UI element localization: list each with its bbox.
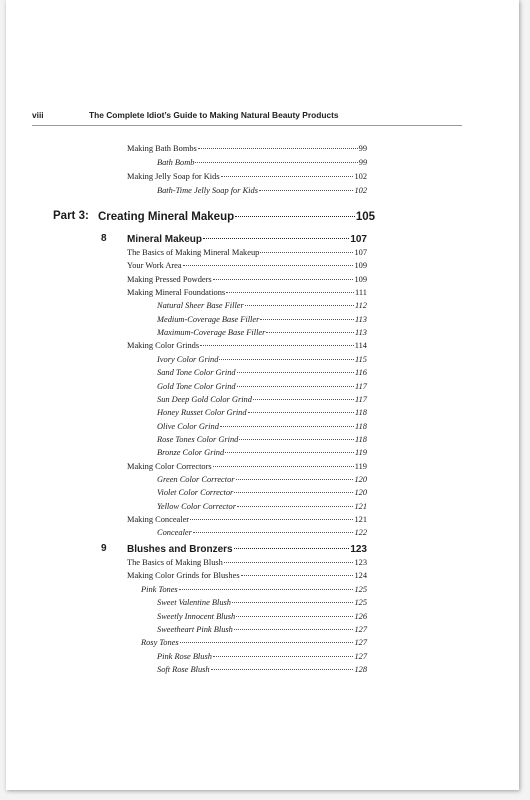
leader-dots (225, 452, 354, 453)
leader-dots (236, 479, 354, 480)
leader-dots (224, 562, 354, 563)
leader-dots (213, 279, 354, 280)
part-title-entry: Creating Mineral Makeup 105 (98, 211, 375, 223)
leader-dots (245, 305, 354, 306)
leader-dots (180, 642, 354, 643)
toc-entry: Sun Deep Gold Color Grind 117 (157, 394, 367, 404)
toc-entry: Making Color Correctors 119 (127, 461, 367, 471)
toc-entry: Your Work Area 109 (127, 261, 367, 271)
toc-entry: Gold Tone Color Grind 117 (157, 381, 367, 391)
toc-entry: Making Color Grinds 114 (127, 341, 367, 351)
toc-entry: Bath Bomb 99 (157, 158, 367, 167)
leader-dots (241, 575, 354, 576)
toc-entry: Concealer 122 (157, 528, 367, 538)
toc-entry: Green Color Corrector 120 (157, 474, 367, 484)
chapter-number: 9 (101, 543, 107, 554)
leader-dots (234, 492, 353, 493)
leader-dots (183, 265, 354, 266)
leader-dots (190, 519, 353, 520)
header-rule (32, 125, 462, 126)
toc-entry: Making Mineral Foundations 111 (127, 288, 367, 298)
toc-entry: Maximum-Coverage Base Filler 113 (157, 328, 367, 338)
leader-dots (236, 616, 353, 617)
leader-dots (226, 292, 354, 293)
page-number: viii (32, 110, 44, 120)
toc-entry: Bath-Time Jelly Soap for Kids 102 (157, 186, 367, 195)
toc-entry: Bronze Color Grind 119 (157, 448, 367, 458)
book-title: The Complete Idiot’s Guide to Making Natural Beauty Products (89, 110, 339, 120)
leader-dots (234, 629, 354, 630)
leader-dots (193, 532, 354, 533)
toc-entry: Natural Sheer Base Filler 112 (157, 301, 367, 311)
leader-dots (266, 332, 354, 333)
toc-entry: Medium-Coverage Base Filler 113 (157, 314, 367, 324)
toc-entry: The Basics of Making Blush 123 (127, 558, 367, 567)
toc-entry: Pink Rose Blush 127 (157, 651, 367, 661)
toc-entry: Ivory Color Grind 115 (157, 354, 367, 364)
toc-entry: Sweet Valentine Blush 125 (157, 598, 367, 608)
toc-entry: Making Color Grinds for Blushes 124 (127, 571, 367, 581)
toc-entry: Sand Tone Color Grind 116 (157, 368, 367, 378)
leader-dots (220, 426, 354, 427)
leader-dots (237, 506, 353, 507)
toc-entry: Yellow Color Corrector 121 (157, 501, 367, 511)
toc-entry: Rosy Tones 127 (141, 638, 367, 648)
toc-entry: Sweetly Innocent Blush 126 (157, 611, 367, 621)
leader-dots (219, 359, 354, 360)
toc-entry: Making Bath Bombs 99 (127, 144, 367, 153)
leader-dots (239, 439, 354, 440)
leader-dots (232, 602, 353, 603)
leader-dots (260, 319, 354, 320)
leader-dots (253, 399, 354, 400)
part-label: Part 3: (53, 210, 89, 222)
toc-entry: Olive Color Grind 118 (157, 421, 367, 431)
leader-dots (213, 466, 354, 467)
toc-entry: Rose Tones Color Grind 118 (157, 434, 367, 444)
leader-dots (260, 252, 353, 253)
toc-entry: Making Jelly Soap for Kids 102 (127, 172, 367, 181)
book-page (6, 0, 519, 790)
leader-dots (213, 656, 354, 657)
toc-entry: Pink Tones 125 (141, 584, 367, 594)
chapter-title-entry: Blushes and Bronzers 123 (127, 544, 367, 555)
chapter-title-entry: Mineral Makeup 107 (127, 234, 367, 245)
toc-entry: Violet Color Corrector 120 (157, 488, 367, 498)
toc-entry: Soft Rose Blush 128 (157, 665, 367, 675)
chapter-number: 8 (101, 233, 107, 244)
toc-entry: Honey Russet Color Grind 118 (157, 408, 367, 418)
toc-entry: Making Pressed Powders 109 (127, 274, 367, 284)
leader-dots (237, 386, 354, 387)
toc-entry: Making Concealer 121 (127, 515, 367, 524)
leader-dots (237, 372, 354, 373)
leader-dots (248, 412, 354, 413)
leader-dots (179, 589, 354, 590)
toc-entry: The Basics of Making Mineral Makeup 107 (127, 248, 367, 257)
toc-entry: Sweetheart Pink Blush 127 (157, 625, 367, 634)
leader-dots (200, 345, 354, 346)
leader-dots (211, 669, 354, 670)
